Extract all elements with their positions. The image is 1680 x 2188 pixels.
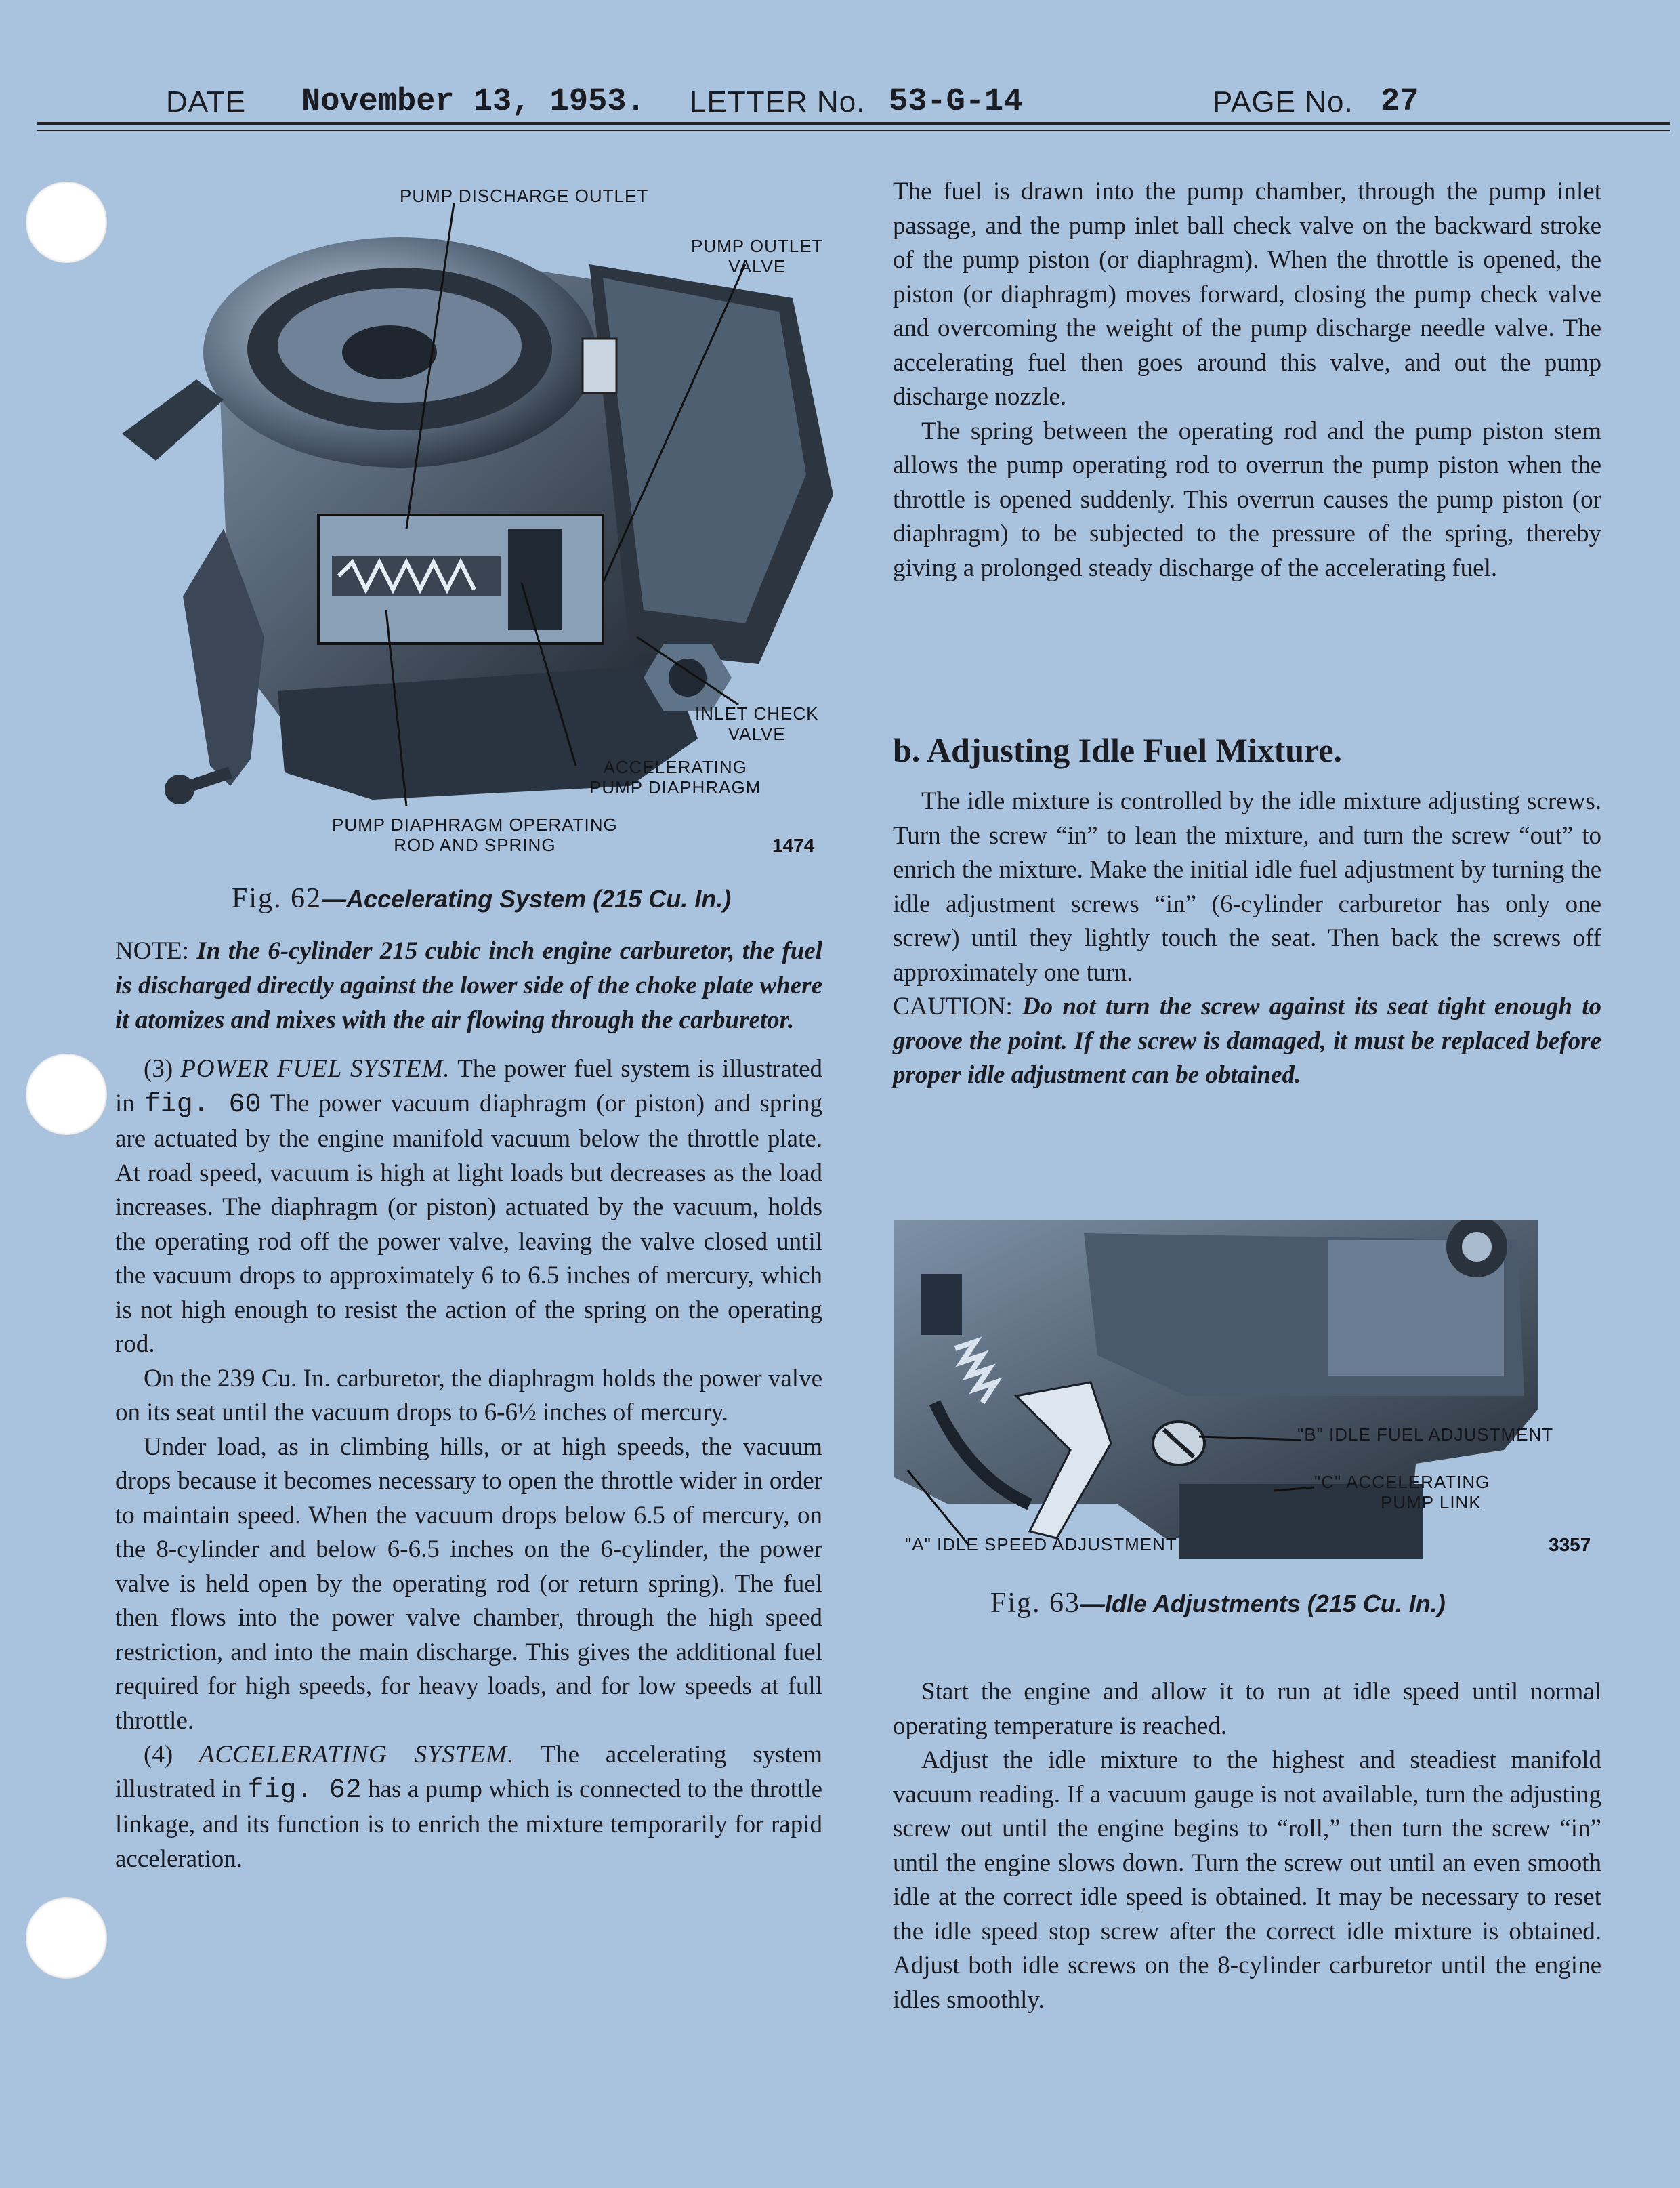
header-rule — [37, 122, 1670, 125]
accelerating-paragraph: (4) ACCELERATING SYSTEM. The accelerating system illustrated in fig. 62 has a pump which is connected to the throttle linkage, and its function is to enrich the mixture temporarily for rapid acceleration. — [115, 1741, 823, 1873]
start-engine-paragraph: Start the engine and allow it to run at idle speed until normal operating temperature is reached. — [893, 1678, 1601, 1740]
punch-hole-top — [26, 182, 107, 263]
label-pump-outlet-valve: PUMP OUTLET VALVE — [691, 236, 824, 276]
figure-63-caption — [990, 1587, 1446, 1619]
label-pump-discharge-outlet: PUMP DISCHARGE OUTLET — [400, 186, 649, 206]
label-a-idle-speed: "A" IDLE SPEED ADJUSTMENT — [905, 1534, 1177, 1554]
fuel-drawn-paragraph: The fuel is drawn into the pump chamber, through the pump inlet passage, and the pump inlet ball check valve on the backward stroke of the pump piston (or diaphragm). When the throttle is opened, the piston (or diaphragm) moves forward, closing the pump check valve and overcoming the weight of the pump discharge needle valve. The accelerating fuel then goes around this valve, and out the pump discharge nozzle. — [893, 178, 1601, 411]
punch-hole-bottom — [26, 1897, 107, 1979]
date-label: DATE — [166, 85, 247, 119]
figure-63-label: Fig. 63 — [990, 1588, 1081, 1619]
left-column — [115, 934, 822, 1876]
idle-mixture-paragraph: The idle mixture is controlled by the idle mixture adjusting screws. Turn the screw “in” to lean the mixture, and turn the screw “out” to enrich the mixture. Make the initial idle fuel adjustment by turning the idle adjustment screws “in” (6-cylinder carburetor has only one screw) until they lightly touch the seat. Then back the screws off approximately one turn. — [893, 787, 1601, 987]
date-value: November 13, 1953. — [301, 84, 646, 120]
caution-text: Do not turn the screw against its seat tight enough to groove the point. If the screw is damaged, it must be replaced before proper idle adjustment can be obtained. — [893, 993, 1602, 1089]
note-text: In the 6-cylinder 215 cubic inch engine carburetor, the fuel is discharged directly against the lower side of the choke plate where it atomizes and mixes with the air flowing through the carburetor. — [115, 937, 822, 1034]
figure-62-label: Fig. 62 — [232, 883, 322, 914]
figure-63 — [894, 1220, 1612, 1572]
letter-value: 53-G-14 — [889, 84, 1023, 120]
figure-62-title: —Accelerating System (215 Cu. In.) — [322, 885, 732, 913]
label-b-idle-fuel: "B" IDLE FUEL ADJUSTMENT — [1297, 1424, 1554, 1445]
accelerating-title: ACCELERATING SYSTEM. — [198, 1741, 515, 1769]
fig-60-ref: fig. 60 — [144, 1089, 261, 1120]
caution-lead: CAUTION: — [893, 993, 1013, 1020]
power-fuel-title: POWER FUEL SYSTEM. — [180, 1055, 450, 1083]
adjust-idle-paragraph: Adjust the idle mixture to the highest and steadiest manifold vacuum reading. If a vacuum gauge is not available, turn the adjusting screw out until the engine begins to “roll,” then turn the screw “in” until the engine slows down. Turn the screw out until an even smooth idle at the correct idle speed is obtained. It may be necessary to reset the idle speed stop screw after the correct idle mixture is obtained. Adjust both idle screws on the 8-cylinder carburetor until the engine idles smoothly. — [893, 1746, 1601, 2014]
239-paragraph: On the 239 Cu. In. carburetor, the diaphragm holds the power valve on its seat until the vacuum drops to 6-6½ inches of mercury. — [115, 1364, 822, 1426]
figure-62-number: 1474 — [772, 835, 815, 856]
page-label: PAGE No. — [1213, 85, 1353, 119]
fig-62-ref: fig. 62 — [247, 1775, 362, 1806]
figure-62 — [115, 176, 833, 861]
spring-paragraph: The spring between the operating rod and the pump piston stem allows the pump operating rod to overrun the pump piston when the throttle is opened suddenly. This overrun causes the pump piston (or diaphragm) to be subjected to the pressure of the spring, thereby giving a prolonged steady discharge of the accelerating fuel. — [893, 417, 1601, 582]
label-accelerating-pump-diaphragm: ACCELERATING PUMP DIAPHRAGM — [589, 757, 761, 798]
letter-label: LETTER No. — [690, 85, 866, 119]
idle-adjustment-illustration — [894, 1220, 1612, 1572]
note-lead: NOTE: — [115, 937, 189, 965]
section-heading-idle: b. Adjusting Idle Fuel Mixture. — [893, 731, 1343, 769]
label-c-pump-link: "C" ACCELERATING PUMP LINK — [1314, 1472, 1490, 1512]
page-value: 27 — [1381, 84, 1419, 120]
figure-63-title: —Idle Adjustments (215 Cu. In.) — [1080, 1590, 1446, 1617]
header-rule-thin — [37, 130, 1670, 131]
right-column-bottom — [893, 1675, 1601, 2017]
under-load-paragraph: Under load, as in climbing hills, or at high speeds, the vacuum drops because it becomes necessary to open the throttle wider in order to maintain speed. When the vacuum drops below 6.5 of mercury, on the 8-cylinder and below 6-6.5 inches on the 6-cylinder, the power valve is held open by the operating rod (or return spring). The fuel then flows into the power valve chamber, through the high speed restriction, and into the main discharge. This gives the additional fuel required for high speeds, for heavy loads, and for low speeds at full throttle. — [115, 1432, 822, 1735]
figure-62-caption — [232, 882, 731, 915]
caution-paragraph — [893, 990, 1601, 1093]
right-column-top — [893, 175, 1601, 585]
punch-hole-middle — [26, 1054, 107, 1135]
label-operating-rod-spring: PUMP DIAPHRAGM OPERATING ROD AND SPRING — [332, 814, 618, 855]
figure-63-number: 3357 — [1549, 1534, 1591, 1555]
label-inlet-check-valve: INLET CHECK VALVE — [695, 703, 819, 744]
note-paragraph — [115, 934, 822, 1037]
power-fuel-paragraph: (3) POWER FUEL SYSTEM. The power fuel system is illustrated in fig. 60 The power vacuum diaphragm (or piston) and spring are actuated by the engine manifold vacuum below the throttle plate. At road speed, vacuum is high at light loads but decreases as the load increases. The diaphragm (or piston) actuated by the vacuum, holds the operating rod off the power valve, leaving the valve closed until the vacuum drops to approximately 6 to 6.5 inches of mercury, which is not high enough to resist the action of the spring on the operating rod. — [115, 1055, 823, 1358]
right-column-middle — [893, 785, 1601, 1093]
page-header — [115, 80, 1605, 127]
